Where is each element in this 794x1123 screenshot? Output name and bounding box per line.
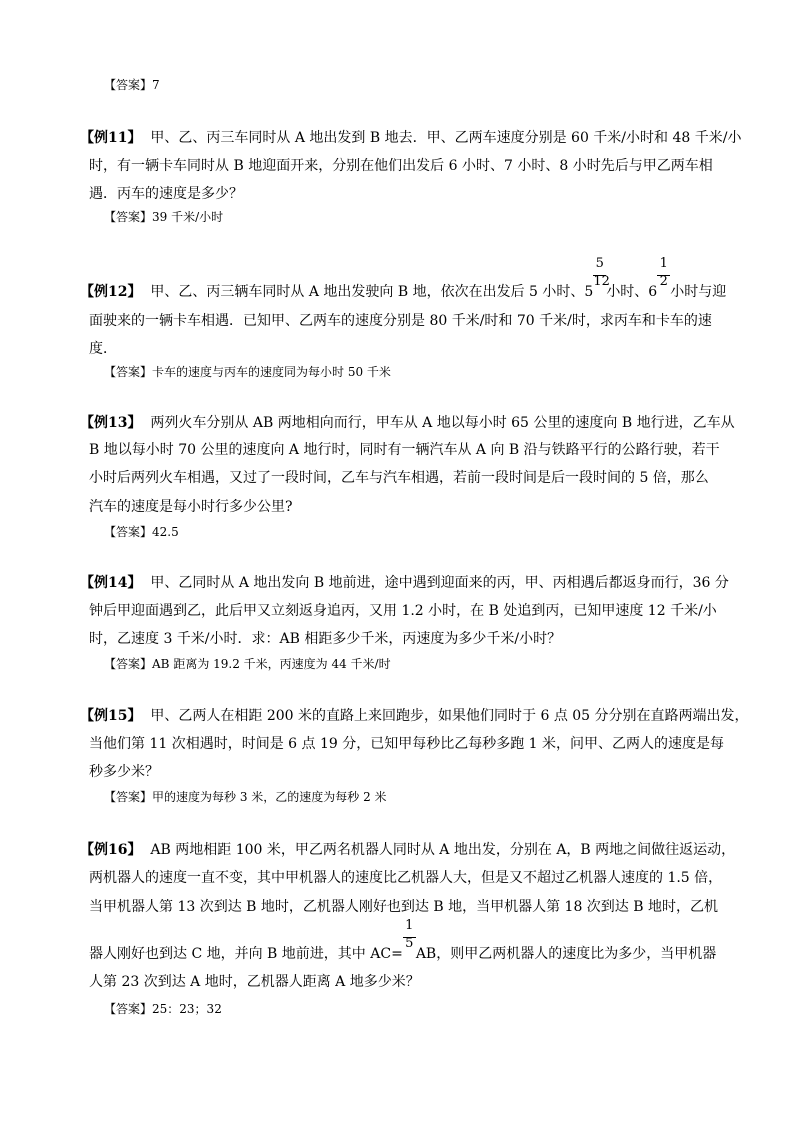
answer-label: 【答案】: [104, 657, 153, 671]
example-15-line-2: 当他们第 11 次相遇时，时间是 6 点 19 分，已知甲每秒比乙每秒多跑 1 米，问甲、乙两人的速度是每: [89, 736, 725, 752]
example-14-line-2: 钟后甲迎面遇到乙，此后甲又立刻返身追丙，又用 1.2 小时，在 B 处追到丙，已知甲速度 12 千米/小: [89, 603, 717, 619]
answer-label: 【答案】: [104, 790, 153, 804]
fraction-denominator: 12: [593, 274, 610, 289]
fraction-numerator: 1: [405, 918, 414, 933]
answer-10: [104, 77, 160, 93]
answer-14: [104, 656, 391, 672]
example-text: 器人刚好也到达 C 地，并向 B 地前进，其中 AC=: [89, 946, 403, 962]
example-label: 【例16】: [80, 842, 142, 858]
example-11-line-2: 时，有一辆卡车同时从 B 地迎面开来，分别在他们出发后 6 小时、7 小时、8 小时先后与甲乙两车相: [89, 158, 713, 174]
answer-16: [104, 1001, 222, 1017]
example-16-line-4: [89, 918, 717, 964]
example-label: 【例13】: [80, 415, 142, 431]
answer-value: AB 距离为 19.2 千米，丙速度为 44 千米/时: [152, 657, 391, 671]
example-12-line-1: [80, 256, 727, 302]
example-12-line-2: 面驶来的一辆卡车相遇．已知甲、乙两车的速度分别是 80 千米/时和 70 千米/时，求丙车和卡车的速: [89, 313, 712, 329]
example-text: 小时、6: [606, 284, 658, 300]
answer-value: 7: [152, 78, 160, 92]
answer-label: 【答案】: [104, 525, 153, 539]
answer-13: [104, 524, 179, 540]
example-label: 【例14】: [80, 575, 142, 591]
answer-15: [104, 789, 387, 805]
example-13-line-2: B 地以每小时 70 公里的速度向 A 地行时，同时有一辆汽车从 A 向 B 沿与铁路平行的公路行驶，若干: [89, 442, 720, 458]
example-13-line-4: 汽车的速度是每小时行多少公里?: [89, 499, 293, 515]
example-text: AB 两地相距 100 米，甲乙两名机器人同时从 A 地出发，分别在 A，B 两地之间做往返运动，: [150, 842, 736, 858]
example-14-line-3: 时，乙速度 3 千米/小时．求：AB 相距多少千米，丙速度为多少千米/小时？: [89, 631, 562, 647]
fraction-numerator: 1: [659, 256, 668, 271]
example-13-line-3: 小时后两列火车相遇，又过了一段时间，乙车与汽车相遇，若前一段时间是后一段时间的 5 倍，那么: [89, 470, 709, 486]
example-text: 甲、乙、丙三车同时从 A 地出发到 B 地去．甲、乙两车速度分别是 60 千米/小时和 48 千米/小: [150, 130, 742, 146]
example-label: 【例11】: [80, 130, 142, 146]
example-16-line-2: 两机器人的速度一直不变，其中甲机器人的速度比乙机器人大，但是又不超过乙机器人速度的 1.5 倍，: [89, 870, 723, 886]
fraction-1-2: [657, 256, 670, 302]
example-16-line-3: 当甲机器人第 13 次到达 B 地时，乙机器人刚好也到达 B 地，当甲机器人第 18 次到达 B 地时，乙机: [89, 899, 718, 915]
answer-label: 【答案】: [104, 365, 153, 379]
example-14-line-1: [80, 573, 729, 593]
answer-value: 甲的速度为每秒 3 米，乙的速度为每秒 2 米: [152, 790, 387, 804]
example-label: 【例12】: [80, 284, 142, 300]
example-11-line-1: [80, 128, 741, 148]
example-text: 甲、乙同时从 A 地出发向 B 地前进，途中遇到迎面来的丙，甲、丙相遇后都返身而行，36 分: [150, 575, 729, 591]
example-text: AB，则甲乙两机器人的速度比为多少，当甲机器: [415, 946, 717, 962]
answer-value: 25：23；32: [152, 1002, 222, 1016]
fraction-denominator: 5: [405, 936, 414, 951]
answer-value: 卡车的速度与丙车的速度同为每小时 50 千米: [152, 365, 391, 379]
example-15-line-3: 秒多少米？: [89, 764, 159, 780]
fraction-1-5: [403, 918, 416, 964]
answer-value: 42.5: [152, 525, 179, 539]
answer-label: 【答案】: [104, 78, 153, 92]
example-text: 甲、乙两人在相距 200 米的直路上来回跑步，如果他们同时于 6 点 05 分分别在直路两端出发，: [150, 708, 749, 724]
example-text: 小时与迎: [670, 284, 727, 300]
example-16-line-1: [80, 840, 735, 860]
example-text: 两列火车分别从 AB 两地相向而行，甲车从 A 地以每小时 65 公里的速度向 B 地行进，乙车从: [150, 415, 735, 431]
example-15-line-1: [80, 706, 749, 726]
answer-label: 【答案】: [104, 210, 153, 224]
fraction-numerator: 5: [595, 256, 604, 271]
example-12-line-3: 度．: [89, 341, 117, 357]
example-16-line-5: 人第 23 次到达 A 地时，乙机器人距离 A 地多少米？: [89, 974, 420, 990]
answer-label: 【答案】: [104, 1002, 153, 1016]
answer-12: [104, 364, 391, 380]
example-11-line-3: 遇．丙车的速度是多少？: [89, 186, 243, 202]
example-text: 甲、乙、丙三辆车同时从 A 地出发驶向 B 地，依次在出发后 5 小时、5: [150, 284, 594, 300]
example-13-line-1: [80, 413, 735, 433]
fraction-5-12: [593, 256, 610, 302]
fraction-denominator: 2: [659, 274, 668, 289]
answer-11: [104, 209, 223, 225]
answer-value: 39 千米/小时: [152, 210, 224, 224]
example-label: 【例15】: [80, 708, 142, 724]
